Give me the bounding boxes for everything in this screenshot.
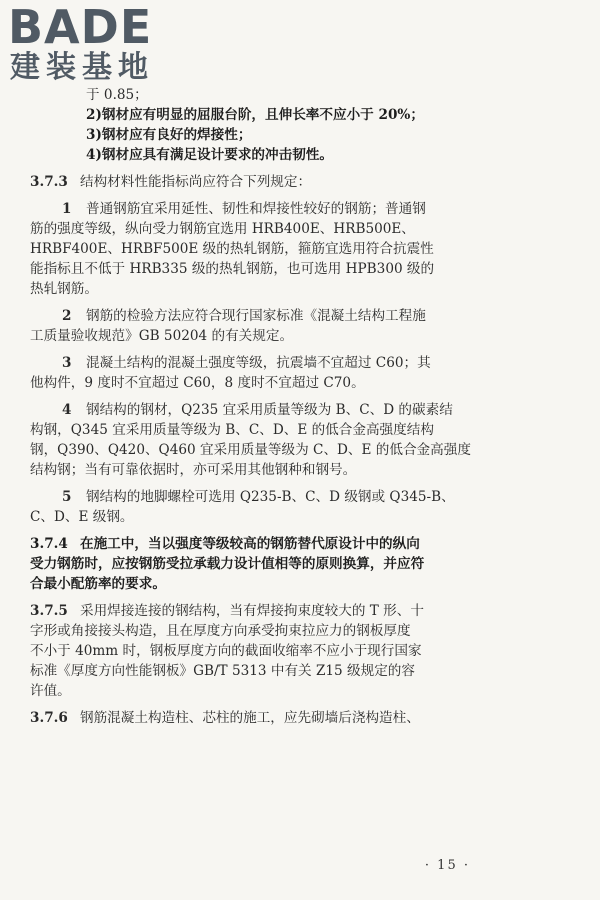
text-line: 热轧钢筋。: [30, 281, 98, 297]
text-line: 于 0.85；: [86, 87, 148, 103]
clause-number: 3.7.4: [30, 536, 68, 552]
text-line: 钢，Q390、Q420、Q460 宜采用质量等级为 C、D、E 的低合金高强度: [30, 442, 471, 458]
text-line: C、D、E 级钢。: [30, 509, 134, 525]
list-item: 4)钢材应具有满足设计要求的冲击韧性。: [86, 147, 333, 163]
item-1: [30, 199, 560, 299]
item-3: [30, 353, 560, 393]
clause-text: 在施工中，当以强度等级较高的钢筋替代原设计中的纵向: [80, 536, 420, 552]
item-number: 5: [62, 489, 72, 505]
item-4: [30, 400, 560, 480]
text-line: 合最小配筋率的要求。: [30, 576, 166, 592]
list-item: 3)钢材应有良好的焊接性；: [86, 127, 252, 143]
text-line: 不小于 40mm 时，钢板厚度方向的截面收缩率不应小于现行国家: [30, 643, 422, 659]
item-number: 1: [62, 201, 72, 217]
item-number: 3: [62, 355, 72, 371]
text-line: 许值。: [30, 683, 71, 699]
clause-3-7-3: [30, 172, 560, 192]
watermark-subtitle: 建装基地: [10, 50, 154, 85]
item-number: 4: [62, 402, 72, 418]
text-line: 结构钢；当有可靠依据时，亦可采用其他钢种和钢号。: [30, 462, 357, 478]
document-body: [30, 85, 560, 735]
item-text: 钢筋的检验方法应符合现行国家标准《混凝土结构工程施: [86, 308, 426, 324]
item-text: 钢结构的地脚螺栓可选用 Q235-B、C、D 级钢或 Q345-B、: [86, 489, 455, 505]
clause-3-7-4: [30, 534, 560, 594]
list-item: 2)钢材应有明显的屈服台阶，且伸长率不应小于 20%；: [86, 107, 424, 123]
clause-text: 结构材料性能指标尚应符合下列规定：: [80, 174, 312, 190]
item-text: 混凝土结构的混凝土强度等级，抗震墙不宜超过 C60；其: [86, 355, 431, 371]
item-5: [30, 487, 560, 527]
page-number: · 15 ·: [424, 858, 470, 873]
text-line: 筋的强度等级，纵向受力钢筋宜选用 HRB400E、HRB500E、: [30, 221, 415, 237]
text-line: 能指标且不低于 HRB335 级的热轧钢筋，也可选用 HPB300 级的: [30, 261, 435, 277]
clause-text: 钢筋混凝土构造柱、芯柱的施工，应先砌墙后浇构造柱、: [80, 710, 420, 726]
text-line: 他构件，9 度时不宜超过 C60，8 度时不宜超过 C70。: [30, 375, 365, 391]
item-text: 普通钢筋宜采用延性、韧性和焊接性较好的钢筋；普通钢: [86, 201, 426, 217]
item-number: 2: [62, 308, 72, 324]
item-text: 钢结构的钢材，Q235 宜采用质量等级为 B、C、D 的碳素结: [86, 402, 453, 418]
clause-number: 3.7.3: [30, 174, 68, 190]
watermark-brand: BADE: [8, 0, 153, 54]
text-line: HRBF400E、HRBF500E 级的热轧钢筋，箍筋宜选用符合抗震性: [30, 241, 434, 257]
clause-number: 3.7.6: [30, 710, 68, 726]
text-line: 构钢，Q345 宜采用质量等级为 B、C、D、E 的低合金高强度结构: [30, 422, 434, 438]
clause-3-7-6: [30, 708, 560, 728]
text-line: 字形或角接接头构造，且在厚度方向承受拘束拉应力的钢板厚度: [30, 623, 411, 639]
text-line: 工质量验收规范》GB 50204 的有关规定。: [30, 328, 294, 344]
clause-text: 采用焊接连接的钢结构，当有焊接拘束度较大的 T 形、十: [80, 603, 424, 619]
item-2: [30, 306, 560, 346]
list-continuation: [30, 85, 560, 165]
text-line: 标准《厚度方向性能钢板》GB/T 5313 中有关 Z15 级规定的容: [30, 663, 415, 679]
clause-3-7-5: [30, 601, 560, 701]
text-line: 受力钢筋时，应按钢筋受拉承载力设计值相等的原则换算，并应符: [30, 556, 425, 572]
clause-number: 3.7.5: [30, 603, 68, 619]
